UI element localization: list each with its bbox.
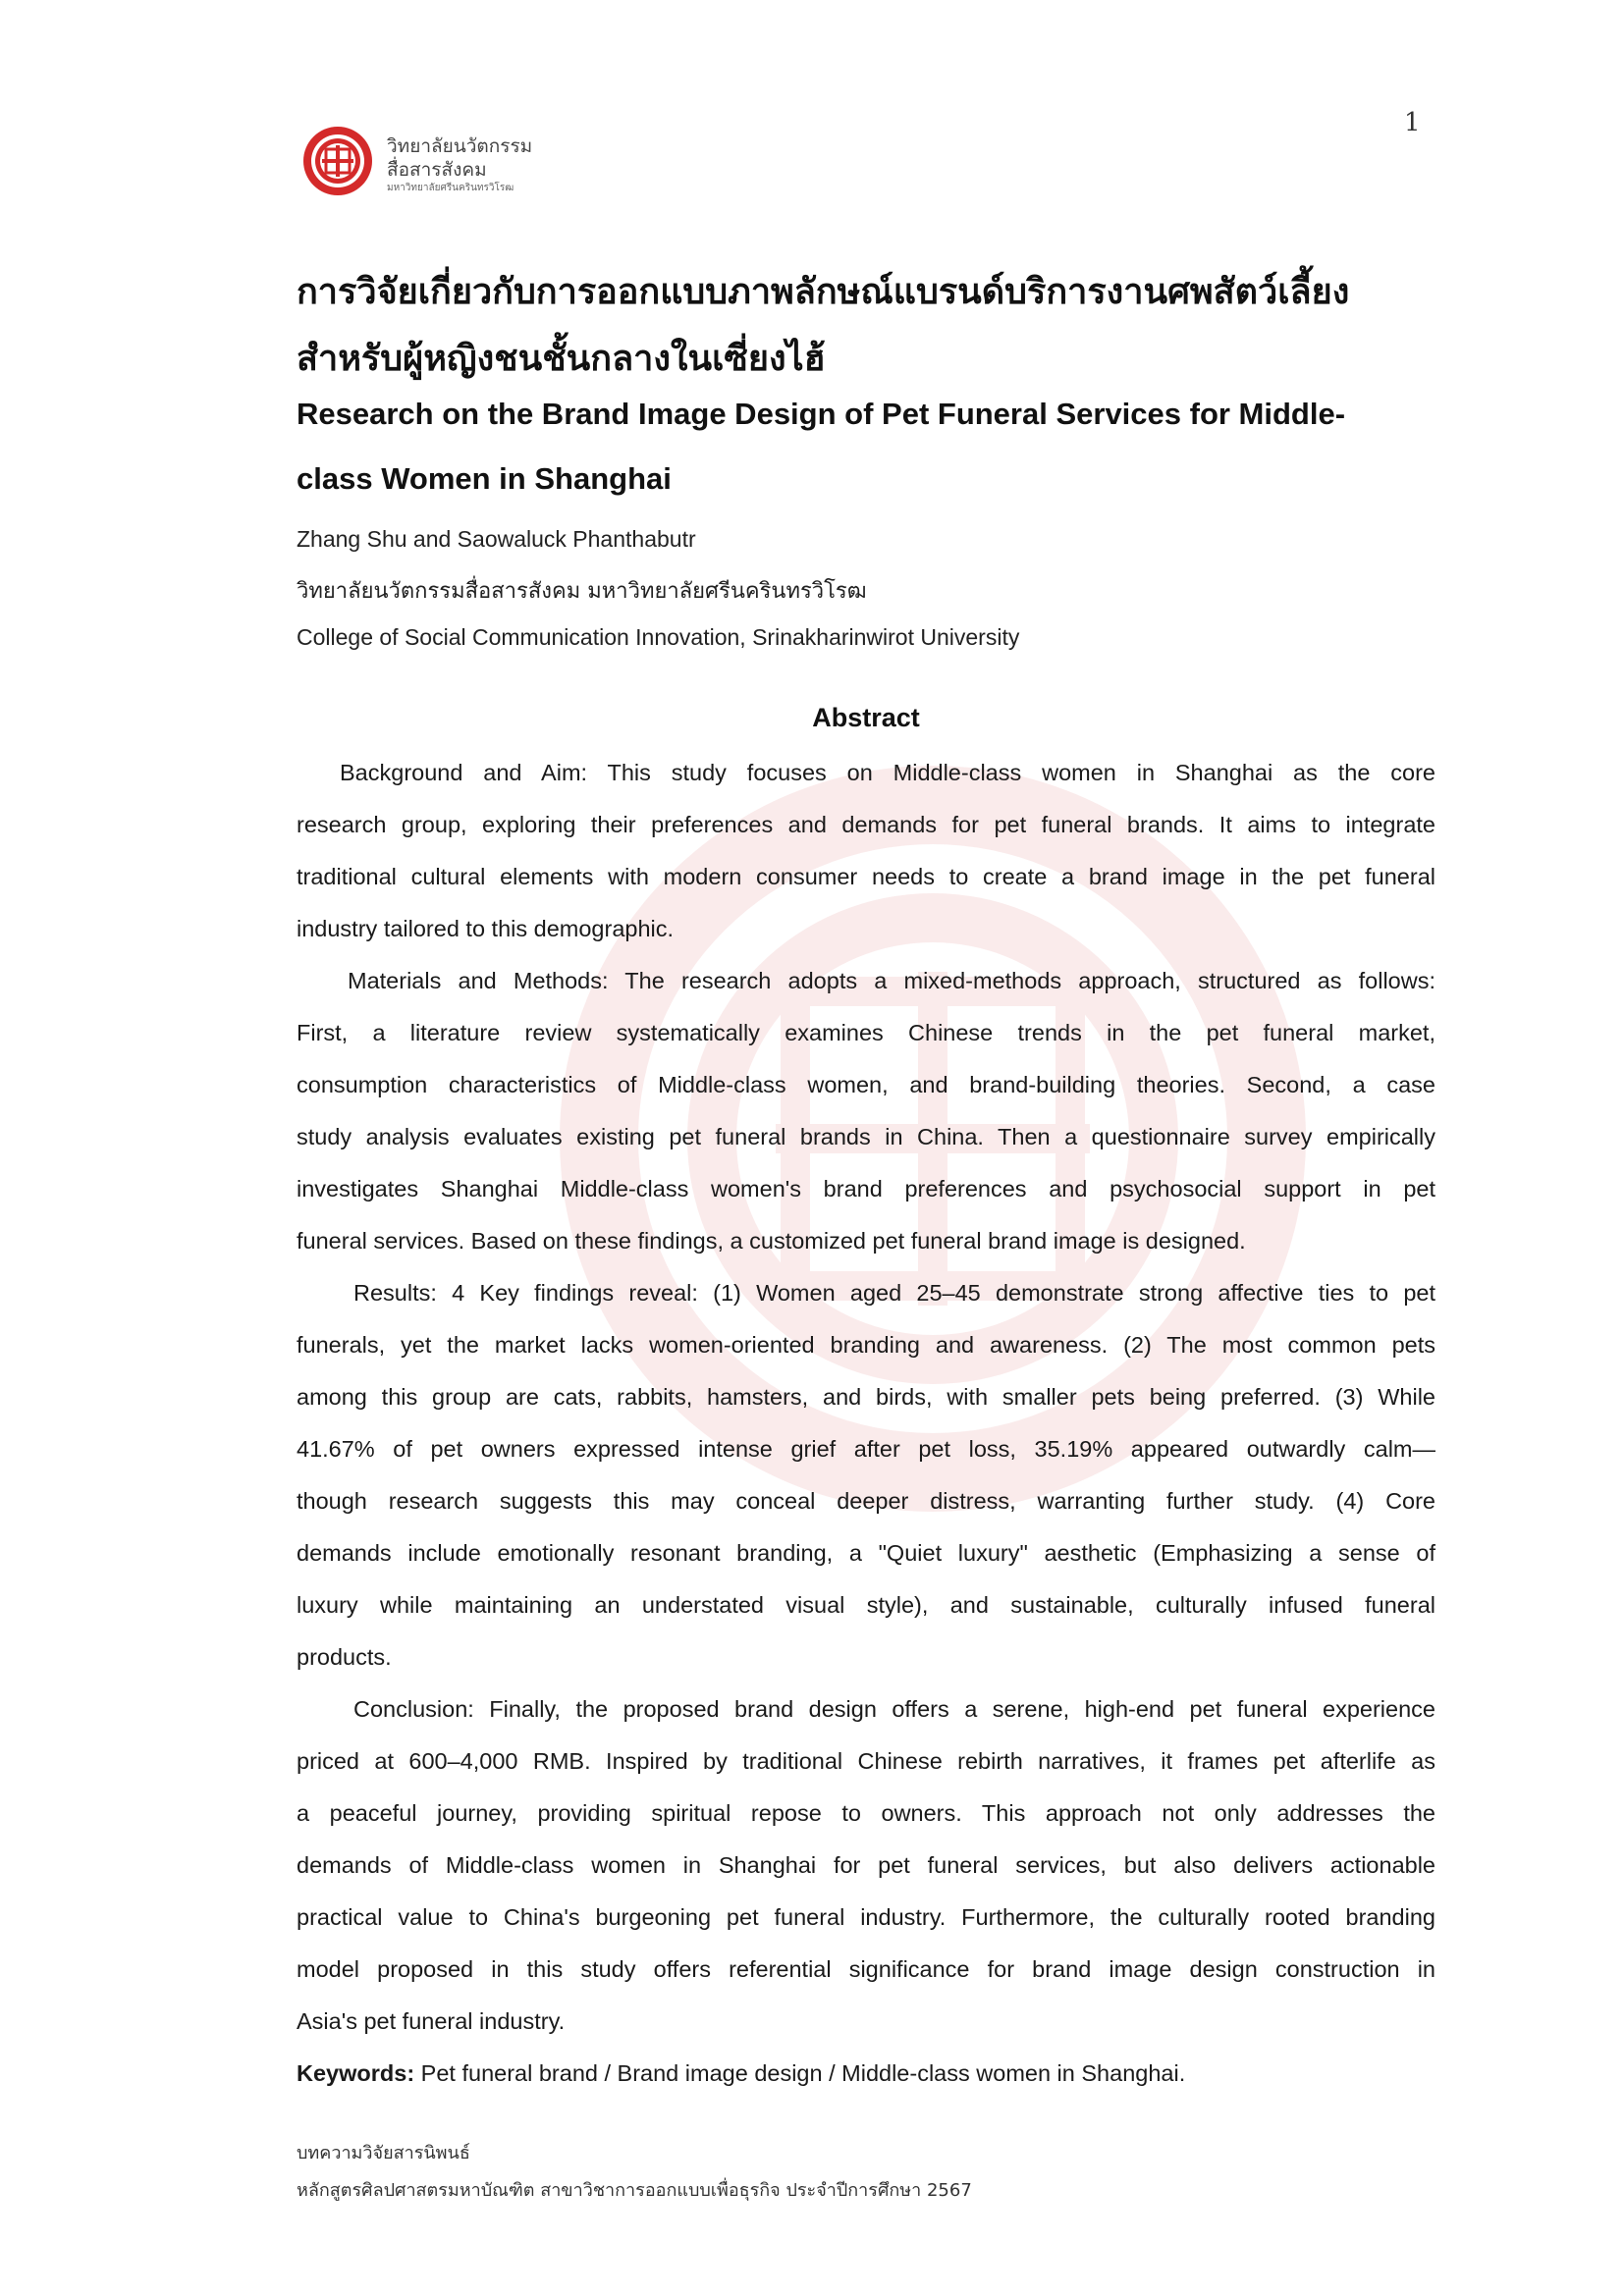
abstract-line: Asia's pet funeral industry. (297, 2008, 566, 2034)
abstract-line: Results: 4 Key findings reveal: (1) Women aged 25–45 demonstrate strong affective ties to pet (353, 1280, 1435, 1306)
footer-line1: บทความวิจัยสารนิพนธ์ (297, 2143, 470, 2163)
abstract-line: model proposed in this study offers referential significance for brand image design construction in (297, 1956, 1435, 1982)
keywords-label: Keywords: (297, 2060, 415, 2086)
title-thai-line2: สำหรับผู้หญิงชนชั้นกลางในเซี่ยงไฮ้ (297, 339, 826, 379)
page-number: 1 (1404, 108, 1421, 137)
abstract-line: research group, exploring their preferences and demands for pet funeral brands. It aims to integrate (297, 812, 1435, 837)
abstract-line: demands include emotionally resonant branding, a "Quiet luxury" aesthetic (Emphasizing a sense of (297, 1540, 1435, 1566)
abstract-line: study analysis evaluates existing pet funeral brands in China. Then a questionnaire survey empirically (297, 1124, 1435, 1149)
abstract-line: investigates Shanghai Middle-class women's brand preferences and psychosocial support in pet (297, 1176, 1435, 1201)
affiliation-thai: วิทยาลัยนวัตกรรมสื่อสารสังคม มหาวิทยาลัยศรีนครินทรวิโรฒ (297, 579, 867, 604)
authors: Zhang Shu and Saowaluck Phanthabutr (297, 526, 696, 552)
abstract-line: Conclusion: Finally, the proposed brand design offers a serene, high-end pet funeral experience (353, 1696, 1435, 1722)
footer-line2: หลักสูตรศิลปศาสตรมหาบัณฑิต สาขาวิชาการออกแบบเพื่อธุรกิจ ประจำปีการศึกษา 2567 (297, 2180, 972, 2201)
logo-text-line3: มหาวิทยาลัยศรีนครินทรวิโรฒ (387, 183, 514, 193)
abstract-line: 41.67% of pet owners expressed intense grief after pet loss, 35.19% appeared outwardly calm— (297, 1436, 1435, 1462)
abstract-line: demands of Middle-class women in Shanghai for pet funeral services, but also delivers actionable (297, 1852, 1435, 1878)
abstract-line: funerals, yet the market lacks women-oriented branding and awareness. (2) The most common pets (297, 1332, 1435, 1358)
keywords-text: Pet funeral brand / Brand image design / Middle-class women in Shanghai. (414, 2060, 1186, 2086)
abstract-line: First, a literature review systematically examines Chinese trends in the pet funeral market, (297, 1020, 1435, 1045)
abstract-line: products. (297, 1644, 392, 1670)
abstract-line: among this group are cats, rabbits, hamsters, and birds, with smaller pets being preferred. (3) While (297, 1384, 1435, 1410)
title-thai-line1: การวิจัยเกี่ยวกับการออกแบบภาพลักษณ์แบรนด์บริการงานศพสัตว์เลี้ยง (297, 272, 1350, 312)
abstract-line: funeral services. Based on these findings, a customized pet funeral brand image is designed. (297, 1228, 1246, 1254)
keywords (297, 2060, 1435, 2087)
abstract-line: consumption characteristics of Middle-class women, and brand-building theories. Second, a case (297, 1072, 1435, 1097)
abstract-line: a peaceful journey, providing spiritual repose to owners. This approach not only addresses the (297, 1800, 1435, 1826)
abstract-line: priced at 600–4,000 RMB. Inspired by traditional Chinese rebirth narratives, it frames pet afterlife as (297, 1748, 1435, 1774)
abstract-line: industry tailored to this demographic. (297, 916, 675, 941)
seal-icon (300, 122, 377, 200)
abstract-line: traditional cultural elements with modern consumer needs to create a brand image in the pet funeral (297, 864, 1435, 889)
abstract-line: luxury while maintaining an understated visual style), and sustainable, culturally infused funeral (297, 1592, 1435, 1618)
abstract-line: though research suggests this may conceal deeper distress, warranting further study. (4) Core (297, 1488, 1435, 1514)
affiliation-english: College of Social Communication Innovation, Srinakharinwirot University (297, 624, 1020, 650)
title-english-line2: class Women in Shanghai (297, 461, 672, 496)
college-logo (300, 122, 595, 200)
abstract-line: Background and Aim: This study focuses on Middle-class women in Shanghai as the core (340, 760, 1435, 785)
logo-text-line2: สื่อสารสังคม (387, 159, 487, 181)
logo-text-line1: วิทยาลัยนวัตกรรม (387, 135, 533, 157)
title-english-line1: Research on the Brand Image Design of Pet Funeral Services for Middle- (297, 397, 1346, 431)
abstract-line: practical value to China's burgeoning pet funeral industry. Furthermore, the culturally rooted branding (297, 1904, 1435, 1930)
abstract-heading: Abstract (812, 703, 920, 732)
abstract-line: Materials and Methods: The research adopts a mixed-methods approach, structured as follows: (348, 968, 1435, 993)
